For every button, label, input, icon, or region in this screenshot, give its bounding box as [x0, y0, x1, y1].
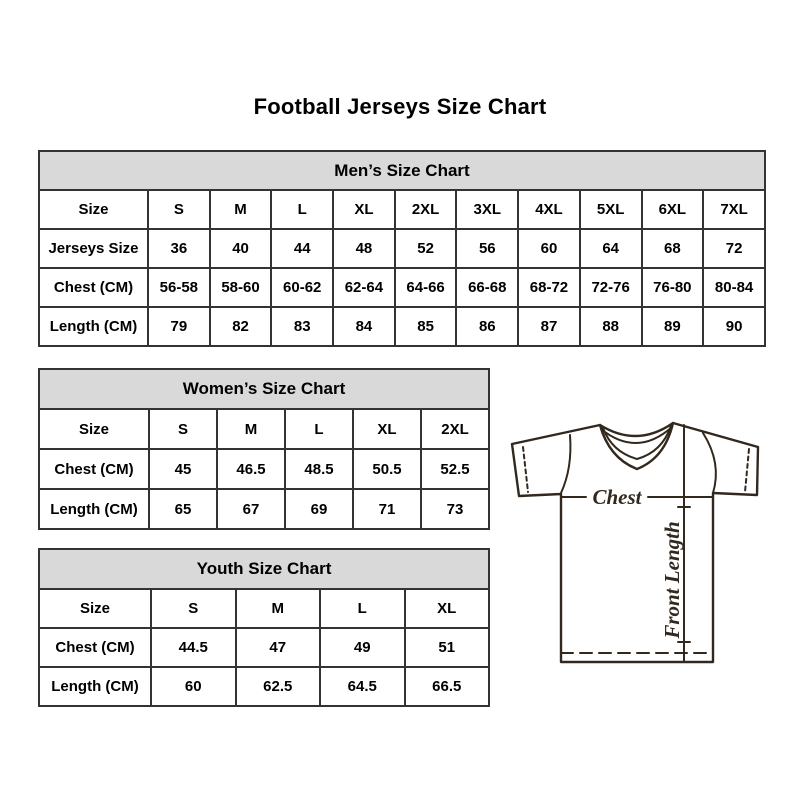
value-cell: 65: [149, 489, 217, 529]
value-cell: 68-72: [518, 268, 580, 307]
table-row: [39, 489, 489, 529]
header-cell: Jerseys Size: [39, 229, 148, 268]
header-cell: 2XL: [395, 190, 457, 229]
header-cell: 5XL: [580, 190, 642, 229]
header-cell: L: [320, 589, 405, 628]
value-cell: 48: [333, 229, 395, 268]
header-cell: XL: [405, 589, 490, 628]
youth-size-table: [38, 548, 490, 707]
header-cell: 3XL: [456, 190, 518, 229]
value-cell: 58-60: [210, 268, 272, 307]
value-cell: 72-76: [580, 268, 642, 307]
womens-table-title: Women’s Size Chart: [39, 369, 489, 409]
value-cell: 62-64: [333, 268, 395, 307]
value-cell: 48.5: [285, 449, 353, 489]
value-cell: 64.5: [320, 667, 405, 706]
value-cell: 56-58: [148, 268, 210, 307]
value-cell: 90: [703, 307, 765, 346]
table-title-row: [39, 151, 765, 190]
value-cell: 66.5: [405, 667, 490, 706]
value-cell: 68: [642, 229, 704, 268]
value-cell: 60-62: [271, 268, 333, 307]
value-cell: 46.5: [217, 449, 285, 489]
header-cell: M: [210, 190, 272, 229]
value-cell: 87: [518, 307, 580, 346]
right-armhole-seam: [703, 433, 716, 493]
value-cell: 40: [210, 229, 272, 268]
table-row: [39, 589, 489, 628]
table-title-row: [39, 369, 489, 409]
table-row: [39, 268, 765, 307]
value-cell: 82: [210, 307, 272, 346]
header-cell: Length (CM): [39, 307, 148, 346]
header-cell: 2XL: [421, 409, 489, 449]
header-cell: Length (CM): [39, 667, 151, 706]
mens-size-table: [38, 150, 766, 347]
header-cell: 7XL: [703, 190, 765, 229]
value-cell: 56: [456, 229, 518, 268]
chest-label: Chest: [592, 485, 642, 509]
womens-size-table: [38, 368, 490, 530]
value-cell: 72: [703, 229, 765, 268]
value-cell: 84: [333, 307, 395, 346]
header-cell: L: [271, 190, 333, 229]
value-cell: 44: [271, 229, 333, 268]
value-cell: 52: [395, 229, 457, 268]
value-cell: 85: [395, 307, 457, 346]
value-cell: 73: [421, 489, 489, 529]
value-cell: 49: [320, 628, 405, 667]
value-cell: 76-80: [642, 268, 704, 307]
value-cell: 64: [580, 229, 642, 268]
value-cell: 69: [285, 489, 353, 529]
table-row: [39, 667, 489, 706]
left-cuff-dashed-line: [523, 447, 528, 492]
table-title-row: [39, 549, 489, 589]
header-cell: Chest (CM): [39, 268, 148, 307]
header-cell: Size: [39, 190, 148, 229]
header-cell: Chest (CM): [39, 628, 151, 667]
value-cell: 71: [353, 489, 421, 529]
mens-table-title: Men’s Size Chart: [39, 151, 765, 190]
youth-table-title: Youth Size Chart: [39, 549, 489, 589]
table-row: [39, 449, 489, 489]
table-row: [39, 229, 765, 268]
value-cell: 88: [580, 307, 642, 346]
value-cell: 79: [148, 307, 210, 346]
value-cell: 64-66: [395, 268, 457, 307]
front-length-label: Front Length: [660, 521, 684, 639]
header-cell: 4XL: [518, 190, 580, 229]
header-cell: Length (CM): [39, 489, 149, 529]
table-row: [39, 409, 489, 449]
table-row: [39, 307, 765, 346]
header-cell: M: [217, 409, 285, 449]
header-cell: Size: [39, 589, 151, 628]
value-cell: 83: [271, 307, 333, 346]
header-cell: XL: [333, 190, 395, 229]
page-title: Football Jerseys Size Chart: [253, 94, 547, 119]
value-cell: 60: [151, 667, 236, 706]
header-cell: L: [285, 409, 353, 449]
value-cell: 67: [217, 489, 285, 529]
header-cell: 6XL: [642, 190, 704, 229]
right-cuff-dashed-line: [745, 449, 749, 492]
value-cell: 50.5: [353, 449, 421, 489]
value-cell: 52.5: [421, 449, 489, 489]
value-cell: 45: [149, 449, 217, 489]
value-cell: 44.5: [151, 628, 236, 667]
table-row: [39, 628, 489, 667]
value-cell: 60: [518, 229, 580, 268]
jersey-measurement-diagram: [506, 414, 768, 666]
table-row: [39, 190, 765, 229]
value-cell: 80-84: [703, 268, 765, 307]
header-cell: S: [148, 190, 210, 229]
left-armhole-seam: [561, 435, 570, 493]
header-cell: Size: [39, 409, 149, 449]
value-cell: 86: [456, 307, 518, 346]
value-cell: 47: [236, 628, 321, 667]
value-cell: 51: [405, 628, 490, 667]
value-cell: 36: [148, 229, 210, 268]
value-cell: 62.5: [236, 667, 321, 706]
header-cell: S: [151, 589, 236, 628]
header-cell: XL: [353, 409, 421, 449]
header-cell: M: [236, 589, 321, 628]
header-cell: Chest (CM): [39, 449, 149, 489]
value-cell: 66-68: [456, 268, 518, 307]
value-cell: 89: [642, 307, 704, 346]
header-cell: S: [149, 409, 217, 449]
